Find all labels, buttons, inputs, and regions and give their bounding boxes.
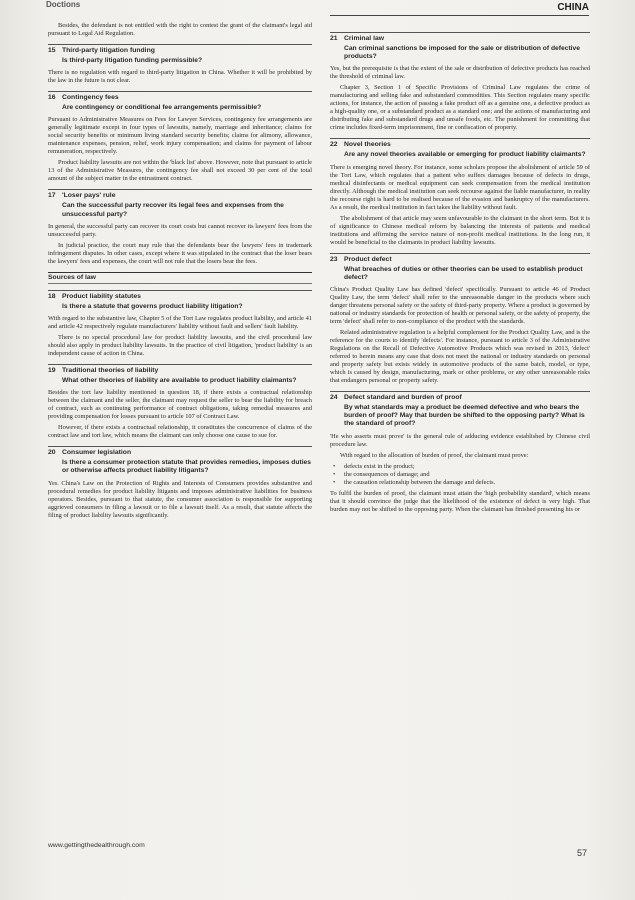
section-23-question: What breaches of duties or other theories can be used to establish product defect?: [344, 265, 583, 281]
section-17-paragraph: In judicial practice, the court may rule that the defendants bear the lawyers' fees in trademark infringement disputes. In other cases, except where it was stipulated in the contract that the loser bears the lawyers' fees and expenses, the court will not rule that the losers bear the fees.: [48, 241, 312, 265]
section-20-heading: 20 Consumer legislation: [48, 446, 312, 457]
right-column: [330, 22, 590, 517]
list-item: • the consequences of damage; and: [330, 471, 590, 479]
section-17-question: Can the successful party recover its legal fees and expenses from the unsuccessful party?: [62, 202, 284, 218]
section-19-question: What other theories of liability are available to product liability claimants?: [62, 377, 297, 385]
sources-of-law-band: Sources of law: [48, 272, 312, 284]
section-24-question: By what standards may a product be deemed defective and who bears the burden of proof? May that burden be shifted to the opposing party? What is the standard of proof?: [344, 404, 585, 428]
section-22-heading: 22 Novel theories: [330, 138, 590, 149]
left-column: [48, 22, 312, 523]
section-19-paragraph: Besides the tort law liability mentioned in question 18, if there exists a contractual relationship between the claimant and the seller, the claimant may request the seller to bear the liability for breach of contract, such as continuing performance of contract obligations, taking remedial measures and providing compensation for losses pursuant to article 107 of Contract Law.: [48, 389, 312, 421]
intro-paragraph: Besides, the defendant is not entitled with the right to contest the grant of the claimant's legal aid pursuant to Legal Aid Regulation.: [48, 22, 312, 37]
section-15-question: Is third-party litigation funding permissible?: [62, 57, 203, 64]
section-18-heading: 18 Product liability statutes: [48, 290, 312, 301]
section-24-paragraph: With regard to the allocation of burden of proof, the claimant must prove:: [340, 451, 529, 459]
section-23-paragraph: Related administrative regulation is a helpful complement for the Product Quality Law, and is the reference for the courts to identify 'defects'. For instance, pursuant to article 3 of the Administrative Regulations on the Recall of Defective Automotive Products which was revised in 2013, 'defect' referred to herein means any case that does not meet the national or industry standards on personal and property safety but exists widely in automotive products of the same batch, model, or type, which is caused by design, manufacturing, mark or other problems, or any other unreasonable risks that endangers personal or property safety.: [330, 329, 590, 385]
section-21-paragraph: Chapter 3, Section 1 of Specific Provisions of Criminal Law regulates the crime of manufacturing and selling fake and substandard commodities. This Section regulates many specific actions, for instance, the action of passing a fake product off as a genuine one, a defective product as a high-quality one, or a substandard product as a standard one; and the actions of manufacturing and distributing fake and substandard drugs and unsafe foods, etc. The punishment for committing that crime includes fixed-term imprisonment, fine or confiscation of property.: [330, 84, 590, 132]
section-22-paragraph: There is emerging novel theory. For instance, some scholars propose the abolishment of article 59 of the Tort Law, which regulates that a patient who suffers damages because of defects in drugs, medical disinfectants or medical equipment can seek compensation from the medical institution directly. Although the medical institution can seek recourse against the liable manufacturer, in reality the recourse right is hard to be realised because of the evasion and bankruptcy of the manufacturers. As a result, the medical institution in fact takes the liability without fault.: [330, 163, 590, 211]
section-18-question: Is there a statute that governs product liability litigation?: [62, 302, 243, 310]
section-20-paragraph: Yes. China's Law on the Protection of Rights and Interests of Consumers provides substantive and procedural remedies for product liability litigants and imposes administrative liabilities for business operators. Besides, pursuant to that statute, the consumer association is responsible for supporting aggrieved consumers in filing a lawsuit or to file a lawsuit itself. As a result, that statute affects the filing of product liability lawsuits significantly.: [48, 479, 312, 519]
section-16-paragraph: Product liability lawsuits are not within the 'black list' above. However, note that pursuant to article 13 of the Administrative Measures, the contingency fee shall not exceed 30 per cent of the total amount of the subject matter in the entrustment contract.: [48, 159, 312, 183]
section-16-question: Are contingency or conditional fee arrangements permissible?: [62, 104, 262, 112]
page-number: 57: [576, 848, 587, 858]
section-18-paragraph: There is no special procedural law for product liability lawsuits, and the civil procedural law should also apply in product liability lawsuits. In the practice of civil litigation, 'product liability' is an independent cause of action in China.: [48, 334, 312, 358]
section-19-paragraph: However, if there exists a contractual relationship, it constitutes the concurrence of claims of the contract law and tort law, which means the claimant can only choose one cause to sue for.: [48, 424, 312, 440]
section-23-paragraph: China's Product Quality Law has defined 'defect' specifically. Pursuant to article 46 of Product Quality Law, the term 'defect' shall refer to the unreasonable danger in the products where such danger threatens personal safety or the safety of third-party property. Where a product is governed by national or industry standards for protection of health or personal safety, or the safety of property, the term 'defect' shall refer to non-compliance of the product with the standards.: [330, 286, 590, 326]
section-20-question: Is there a consumer protection statute that provides remedies, imposes duties or otherwise affects product liability litigants?: [62, 459, 311, 475]
running-country-label: CHINA: [557, 2, 589, 13]
section-24-paragraph: To fulfil the burden of proof, the claimant must attain the 'high probability standard', which means that it should convince the judge that the likelihood of the existence of defect is very high. That burden may not be shifted to the opposing party. When the claimant has finished presenting his or: [330, 489, 590, 513]
footer-url[interactable]: www.gettingthedealthrough.com: [48, 842, 145, 849]
section-15-paragraph: There is no regulation with regard to third-party litigation in China. Whether it will be prohibited by the law in the future is not clear.: [48, 69, 312, 85]
section-23-heading: 23 Product defect: [330, 253, 590, 264]
section-17-heading: 17 'Loser pays' rule: [48, 189, 312, 200]
section-21-paragraph: Yes, but the prerequisite is that the extent of the sale or distribution of defective products has reached the threshold of criminal law.: [330, 65, 590, 81]
section-21-question: Can criminal sanctions be imposed for the sale or distribution of defective products?: [344, 45, 580, 61]
running-section-label: Doctions: [46, 0, 81, 9]
section-16-paragraph: Pursuant to Administrative Measures on Fees for Lawyer Services, contingency fee arrangements are generally legitimate except in four types of lawsuits, namely, marriage and inheritance; claims for social security benefits or minimum living standard security benefits; claims for alimony, allowance, maintenance expenses, pension, relief, work injury compensation; and claims for payment of labour remuneration, respectively.: [48, 116, 312, 156]
section-22-question: Are any novel theories available or emerging for product liability claimants?: [344, 151, 586, 159]
section-18-paragraph: With regard to the substantive law, Chapter 5 of the Tort Law regulates product liability, and article 41 and article 42 respectively regulate manufacturers' liability without fault and sellers' fault liability.: [48, 315, 312, 331]
section-16-heading: 16 Contingency fees: [48, 91, 312, 102]
section-19-heading: 19 Traditional theories of liability: [48, 364, 312, 375]
section-17-paragraph: In general, the successful party can recover its court costs but cannot recover its lawyers' fees from the unsuccessful party.: [48, 222, 312, 238]
section-21-heading: 21 Criminal law: [330, 32, 590, 43]
header-rule: [330, 15, 589, 16]
section-15-heading: 15 Third-party litigation funding: [48, 44, 312, 55]
section-24-paragraph: 'He who asserts must prove' is the general rule of adducing evidence established by Chinese civil procedure law.: [330, 432, 590, 448]
section-22-paragraph: The abolishment of that article may seem unfavourable to the claimant in the short term. But it is of significance to Chinese medical reform by balancing the interests of patients and medical institutions and affirming the service nature of non-profit medical institutions. In the long run, it would be beneficial to the claimants in product liability lawsuits.: [330, 214, 590, 246]
burden-of-proof-list: [330, 463, 590, 487]
list-item: • defects exist in the product;: [330, 463, 590, 471]
section-24-heading: 24 Defect standard and burden of proof: [330, 391, 590, 402]
list-item: • the causation relationship between the damage and defects.: [330, 479, 590, 487]
